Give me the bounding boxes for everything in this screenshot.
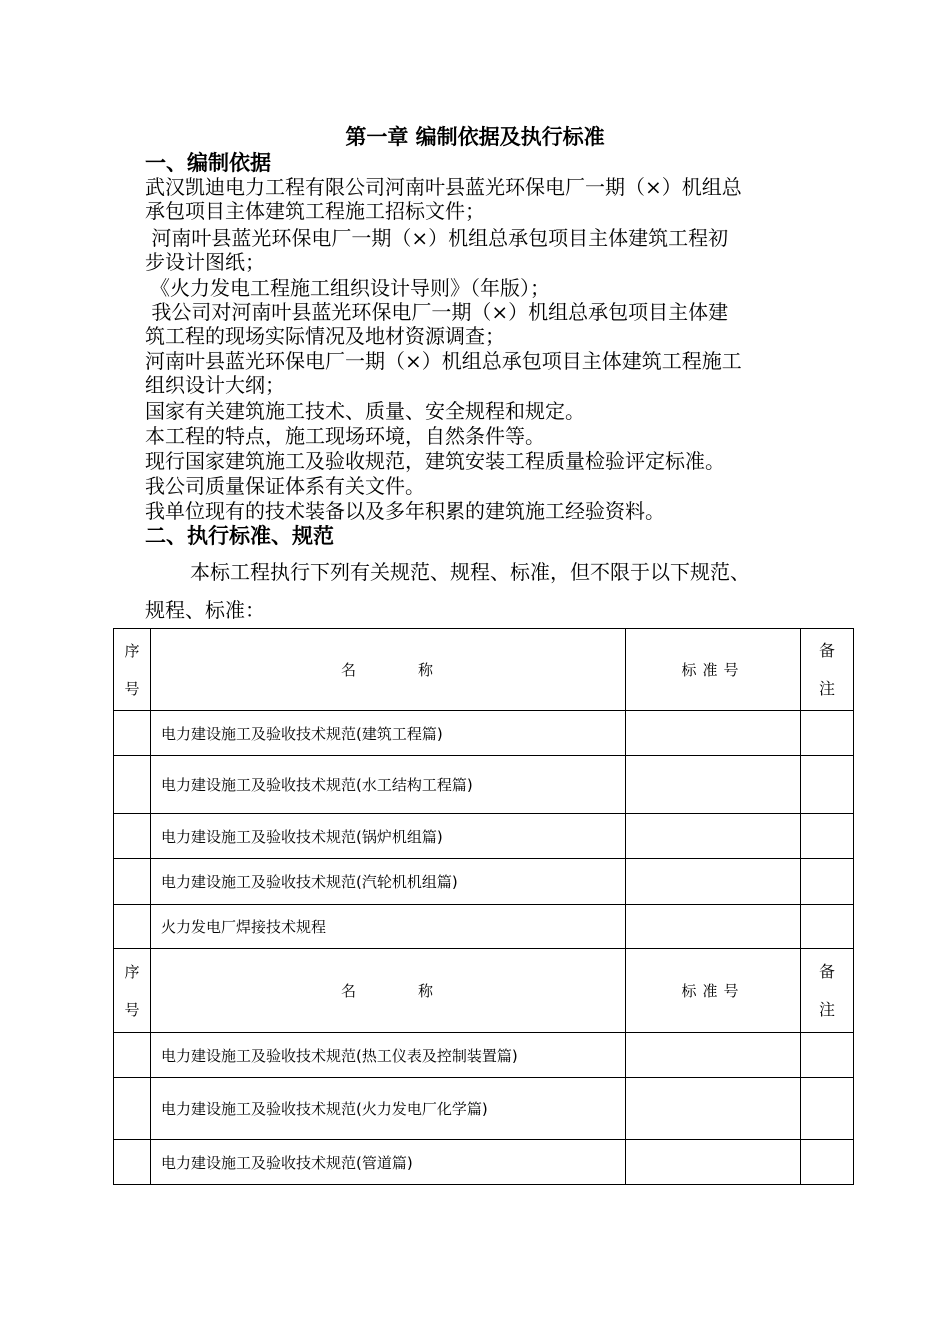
table-row <box>114 711 854 756</box>
table-row <box>114 814 854 859</box>
table-header-row <box>114 949 854 1033</box>
standard-name: 电力建设施工及验收技术规范(锅炉机组篇) <box>151 814 626 859</box>
header-seq: 序 号 <box>114 949 151 1033</box>
standard-name: 电力建设施工及验收技术规范(管道篇) <box>151 1140 626 1185</box>
chapter-title: 第一章 编制依据及执行标准 <box>345 124 605 149</box>
table-row <box>114 905 854 949</box>
table-row <box>114 1033 854 1078</box>
table-row <box>114 1140 854 1185</box>
standard-name: 电力建设施工及验收技术规范(火力发电厂化学篇) <box>151 1078 626 1140</box>
basis-item-7: 本工程的特点，施工现场环境，自然条件等。 <box>145 424 545 448</box>
standards-table <box>113 628 854 1185</box>
table-row <box>114 1078 854 1140</box>
basis-item-10: 我单位现有的技术装备以及多年积累的建筑施工经验资料。 <box>145 499 665 523</box>
basis-item-2: 河南叶县蓝光环保电厂一期（×）机组总承包项目主体建筑工程初 步设计图纸； <box>145 226 729 274</box>
basis-item-4: 我公司对河南叶县蓝光环保电厂一期（×）机组总承包项目主体建 筑工程的现场实际情况及地材资源调查； <box>145 300 729 348</box>
table-header-row <box>114 629 854 711</box>
basis-item-1: 武汉凯迪电力工程有限公司河南叶县蓝光环保电厂一期（×）机组总 承包项目主体建筑工程施工招标文件； <box>145 175 742 223</box>
standard-name: 电力建设施工及验收技术规范(汽轮机机组篇) <box>151 859 626 905</box>
standard-name: 电力建设施工及验收技术规范(水工结构工程篇) <box>151 756 626 814</box>
header-name: 名 称 <box>151 629 626 711</box>
standard-name: 火力发电厂焊接技术规程 <box>151 905 626 949</box>
section-heading-standards: 二、执行标准、规范 <box>145 523 334 548</box>
header-name: 名 称 <box>151 949 626 1033</box>
section-heading-basis: 一、编制依据 <box>145 150 271 175</box>
basis-item-3: 《火力发电工程施工组织设计导则》（年版）； <box>150 276 550 300</box>
basis-item-6: 国家有关建筑施工技术、质量、安全规程和规定。 <box>145 399 585 423</box>
table-row <box>114 859 854 905</box>
standards-intro-line2: 规程、标准： <box>145 598 265 622</box>
header-standard-no: 标准号 <box>626 949 801 1033</box>
standard-name: 电力建设施工及验收技术规范(建筑工程篇) <box>151 711 626 756</box>
header-remark: 备 注 <box>801 949 854 1033</box>
basis-item-9: 我公司质量保证体系有关文件。 <box>145 474 425 498</box>
header-seq: 序 号 <box>114 629 151 711</box>
header-standard-no: 标准号 <box>626 629 801 711</box>
standards-intro-line1: 本标工程执行下列有关规范、规程、标准，但不限于以下规范、 <box>190 560 750 584</box>
header-remark: 备 注 <box>801 629 854 711</box>
basis-item-5: 河南叶县蓝光环保电厂一期（×）机组总承包项目主体建筑工程施工 组织设计大纲； <box>145 349 742 397</box>
table-row <box>114 756 854 814</box>
basis-item-8: 现行国家建筑施工及验收规范，建筑安装工程质量检验评定标准。 <box>145 449 725 473</box>
standard-name: 电力建设施工及验收技术规范(热工仪表及控制装置篇) <box>151 1033 626 1078</box>
